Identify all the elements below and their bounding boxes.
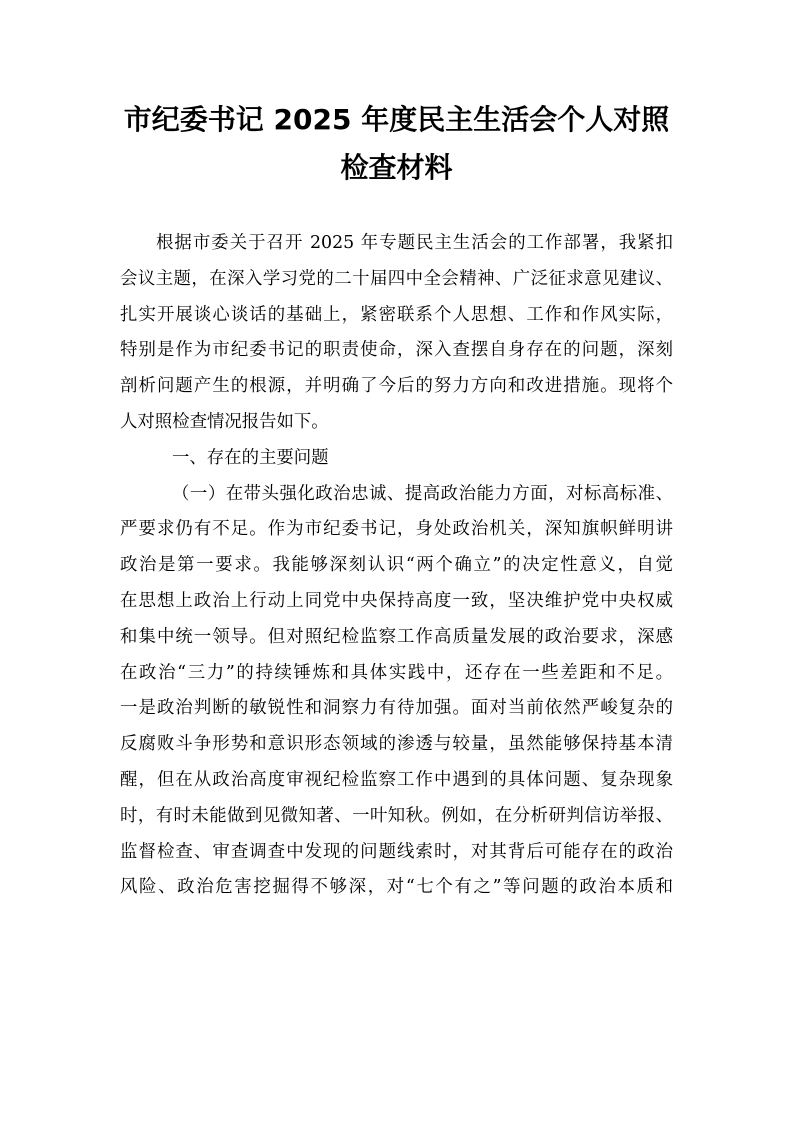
- text-line: 人对照检查情况报告如下。: [120, 411, 329, 432]
- text-line: （一）在带头强化政治忠诚、提高政治能力方面，对标高标准、: [172, 483, 673, 504]
- text-line: 在思想上政治上行动上同党中央保持高度一致，坚决维护党中央权威: [120, 590, 673, 611]
- text-line: 在政治“三力”的持续锤炼和具体实践中，还存在一些差距和不足。: [120, 662, 673, 683]
- paragraph-subsection-1: [120, 477, 673, 907]
- document-body: [120, 226, 673, 906]
- text-line: 会议主题，在深入学习党的二十届四中全会精神、广泛征求意见建议、: [120, 268, 673, 289]
- text-line: 政治是第一要求。我能够深刻认识“两个确立”的决定性意义，自觉: [120, 555, 673, 576]
- text-line: 醒，但在从政治高度审视纪检监察工作中遇到的具体问题、复杂现象: [120, 769, 673, 790]
- text-line: 严要求仍有不足。作为市纪委书记，身处政治机关，深知旗帜鲜明讲: [120, 519, 673, 540]
- text-line: 特别是作为市纪委书记的职责使命，深入查摆自身存在的问题，深刻: [120, 340, 673, 361]
- text-line: 一是政治判断的敏锐性和洞察力有待加强。面对当前依然严峻复杂的: [120, 698, 673, 719]
- text-line: 监督检查、审查调查中发现的问题线索时，对其背后可能存在的政治: [120, 841, 673, 862]
- document-title: [100, 96, 693, 192]
- text-line: 反腐败斗争形势和意识形态领域的渗透与较量，虽然能够保持基本清: [120, 734, 673, 755]
- text-line: 和集中统一领导。但对照纪检监察工作高质量发展的政治要求，深感: [120, 626, 673, 647]
- text-line: 时，有时未能做到见微知著、一叶知秋。例如，在分析研判信访举报、: [120, 805, 673, 826]
- text-line: 风险、政治危害挖掘得不够深，对“七个有之”等问题的政治本质和: [120, 877, 673, 898]
- document-title-line-1: 市纪委书记 2025 年度民主生活会个人对照: [123, 103, 670, 136]
- section-heading: [120, 441, 673, 477]
- paragraph-intro: [120, 226, 673, 441]
- section-heading-text: 一、存在的主要问题: [172, 447, 329, 468]
- text-line: 剖析问题产生的根源，并明确了今后的努力方向和改进措施。现将个: [120, 376, 673, 397]
- document-title-line-2: 检查材料: [340, 151, 453, 184]
- text-line: 扎实开展谈心谈话的基础上，紧密联系个人思想、工作和作风实际，: [120, 304, 673, 325]
- text-line: 根据市委关于召开 2025 年专题民主生活会的工作部署，我紧扣: [156, 233, 673, 253]
